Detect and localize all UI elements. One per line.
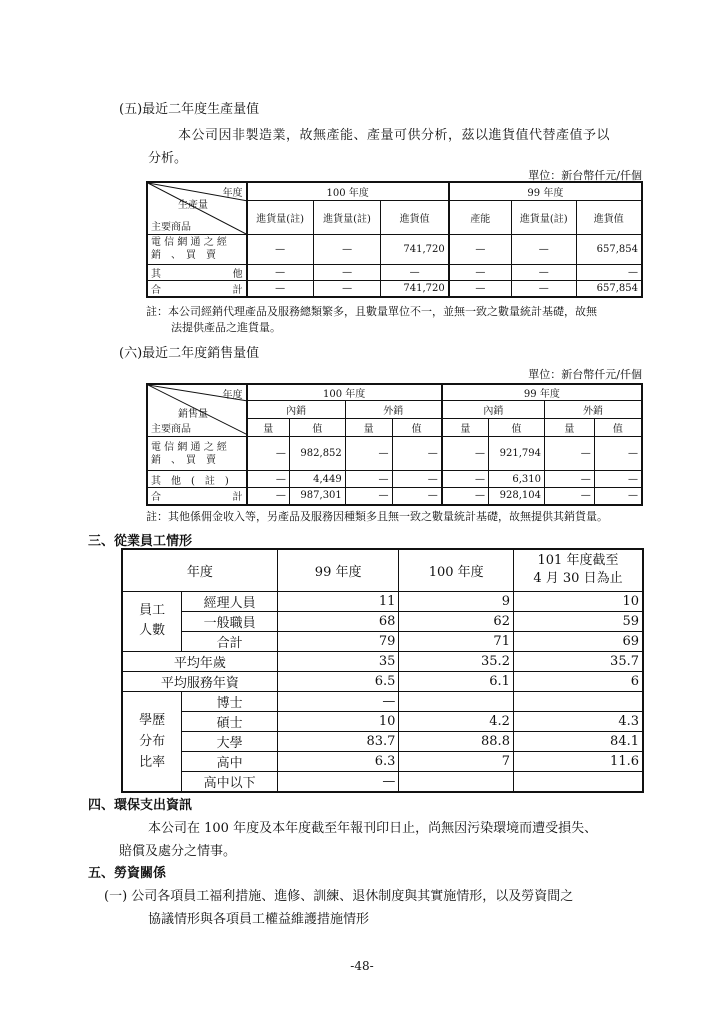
table-row: [122, 711, 643, 731]
header-qty: 量: [544, 419, 594, 437]
corner-year: 年度: [222, 188, 243, 199]
table-row: [122, 731, 643, 751]
cell: 6.5: [277, 671, 399, 691]
cell: 35.7: [513, 651, 643, 671]
staff-label-line2: 人數: [139, 623, 166, 638]
cell: —: [511, 280, 576, 297]
row-label: 經理人員: [182, 591, 278, 611]
production-note-line1: 註：本公司經銷代理產品及服務總類繁多，且數量單位不一，並無一致之數量統計基礎，故無: [146, 305, 597, 318]
table-row: [122, 771, 643, 792]
cell: —: [594, 488, 642, 505]
table-row: [147, 280, 642, 297]
col-header: 進貨量(註): [247, 200, 314, 234]
row-label-left: 其: [151, 268, 161, 280]
employee-table: [121, 548, 644, 793]
cell: —: [247, 264, 314, 280]
section-5b-item-line2: 協議情形與各項員工權益維護措施情形: [148, 912, 370, 927]
table-row: [122, 671, 643, 691]
cell: —: [594, 471, 642, 488]
staff-group-label: [122, 591, 182, 651]
header-99: 99 年度: [277, 549, 399, 591]
row-label: 其 他 ( 註 ): [147, 471, 247, 488]
cell: 35: [277, 651, 399, 671]
corner-item: 銷售量: [178, 409, 208, 420]
cell: 6: [513, 671, 643, 691]
cell: —: [511, 234, 576, 264]
cell: —: [442, 437, 489, 471]
cell: 741,720: [381, 234, 449, 264]
cell: 68: [277, 611, 399, 631]
edu-label-line2: 分布: [139, 733, 166, 749]
cell: —: [345, 437, 392, 471]
cell: 921,794: [489, 437, 545, 471]
header-val: 值: [594, 419, 642, 437]
cell: —: [277, 771, 399, 792]
cell: —: [345, 471, 392, 488]
cell: —: [449, 280, 512, 297]
cell: 11.6: [513, 751, 643, 771]
cell: 71: [399, 631, 514, 651]
cell: —: [247, 471, 290, 488]
cell: —: [313, 264, 381, 280]
header-val: 值: [392, 419, 442, 437]
section-5-title: (五)最近二年度生產量值: [119, 102, 260, 117]
col-header: 進貨量(註): [313, 200, 381, 234]
header-101-line2: 4 月 30 日為止: [533, 571, 623, 587]
row-label-right: 計: [232, 284, 243, 296]
table-row: [147, 488, 642, 505]
production-note-line2: 法提供產品之進貨量。: [171, 321, 281, 334]
table-row: [122, 651, 643, 671]
cell: [399, 771, 514, 792]
cell: —: [392, 471, 442, 488]
header-qty: 量: [345, 419, 392, 437]
cell: 928,104: [489, 488, 545, 505]
section-5b-title: 五、勞資關係: [88, 866, 167, 881]
cell: —: [313, 280, 381, 297]
row-label: [147, 234, 247, 264]
corner-product: 主要商品: [151, 424, 191, 435]
section-5-paragraph-line2: 分析。: [148, 151, 188, 166]
header-year: 年度: [122, 549, 277, 591]
corner-product: 主要商品: [151, 221, 191, 233]
row-label: 合計: [182, 631, 278, 651]
cell: 69: [513, 631, 643, 651]
col-header: 產能: [449, 200, 512, 234]
row-label-left: 合: [151, 492, 161, 504]
row-label: 碩士: [182, 711, 278, 731]
row-label: 平均年歲: [122, 651, 277, 671]
cell: [513, 691, 643, 711]
cell: —: [594, 437, 642, 471]
page-number: -48-: [350, 959, 374, 973]
cell: —: [277, 691, 399, 711]
table-row: [147, 437, 642, 471]
col-header: 進貨量(註): [511, 200, 576, 234]
cell: 9: [399, 591, 514, 611]
row-label-line1: 電 信 網 通 之 經: [151, 237, 227, 248]
section-5b-item-line1: (一) 公司各項員工福利措施、進修、訓練、退休制度與其實施情形，以及勞資間之: [104, 889, 574, 904]
section-6-unit: 單位：新台幣仟元/仟個: [528, 368, 642, 381]
production-corner-cell: [147, 182, 247, 234]
header-year-99: 99 年度: [449, 182, 642, 200]
row-label: [147, 437, 247, 471]
row-label-line1: 電 信 網 通 之 經: [151, 441, 227, 453]
header-year-100: 100 年度: [247, 182, 449, 200]
header-export: 外銷: [544, 401, 642, 419]
header-val: 值: [489, 419, 545, 437]
cell: —: [247, 437, 290, 471]
cell: —: [392, 488, 442, 505]
sales-table: [146, 383, 643, 506]
cell: —: [544, 437, 594, 471]
section-4-paragraph-line2: 賠償及處分之情事。: [119, 844, 237, 859]
section-4-title: 四、環保支出資訊: [88, 798, 193, 813]
table-row: [122, 691, 643, 711]
row-label: 平均服務年資: [122, 671, 277, 691]
cell: 741,720: [381, 280, 449, 297]
cell: —: [544, 488, 594, 505]
header-qty: 量: [247, 419, 290, 437]
header-year-99: 99 年度: [442, 384, 642, 401]
section-6-title: (六)最近二年度銷售量值: [119, 346, 260, 361]
cell: 10: [277, 711, 399, 731]
row-label-left: 合: [151, 284, 161, 296]
cell: 62: [399, 611, 514, 631]
cell: —: [449, 234, 512, 264]
staff-label-line1: 員工: [139, 603, 166, 618]
row-label: [147, 264, 247, 280]
row-label-right: 計: [232, 492, 243, 504]
corner-item: 生產量: [178, 200, 208, 211]
cell: —: [313, 234, 381, 264]
header-export: 外銷: [345, 401, 441, 419]
cell: 6.3: [277, 751, 399, 771]
col-header: 進貨值: [576, 200, 642, 234]
header-100: 100 年度: [399, 549, 514, 591]
header-101: [513, 549, 643, 591]
cell: —: [576, 264, 642, 280]
header-domestic: 內銷: [442, 401, 545, 419]
cell: 83.7: [277, 731, 399, 751]
table-row: [147, 471, 642, 488]
cell: [399, 691, 514, 711]
corner-year: 年度: [222, 390, 243, 401]
cell: 4.2: [399, 711, 514, 731]
cell: —: [247, 280, 314, 297]
section-3-title: 三、從業員工情形: [88, 534, 193, 549]
row-label-line2: 銷 、 買 賣: [151, 454, 216, 466]
cell: —: [544, 471, 594, 488]
cell: 657,854: [576, 280, 642, 297]
row-label: 大學: [182, 731, 278, 751]
row-label: [147, 488, 247, 505]
row-label: 高中以下: [182, 771, 278, 792]
sales-note: 註：其他係佣金收入等，另產品及服務因種類多且無一致之數量統計基礎，故無提供其銷貨量。: [146, 510, 608, 523]
row-label: 博士: [182, 691, 278, 711]
cell: 4,449: [289, 471, 345, 488]
section-5-paragraph-line1: 本公司因非製造業，故無產能、產量可供分析，茲以進貨值代替產值予以: [178, 128, 611, 143]
header-year-100: 100 年度: [247, 384, 442, 401]
cell: 6.1: [399, 671, 514, 691]
cell: —: [442, 488, 489, 505]
sales-corner-cell: [147, 384, 247, 437]
cell: 6,310: [489, 471, 545, 488]
header-domestic: 內銷: [247, 401, 346, 419]
header-val: 值: [289, 419, 345, 437]
cell: —: [449, 264, 512, 280]
section-4-paragraph-line1: 本公司在 100 年度及本年度截至年報刊印日止，尚無因污染環境而遭受損失、: [148, 821, 598, 836]
table-row: [147, 264, 642, 280]
cell: 88.8: [399, 731, 514, 751]
cell: 35.2: [399, 651, 514, 671]
cell: —: [247, 234, 314, 264]
cell: 79: [277, 631, 399, 651]
row-label: 高中: [182, 751, 278, 771]
table-row: [122, 751, 643, 771]
table-row: [122, 611, 643, 631]
row-label: [147, 280, 247, 297]
cell: 982,852: [289, 437, 345, 471]
row-label-right: 他: [232, 268, 243, 280]
col-header: 進貨值: [381, 200, 449, 234]
cell: 7: [399, 751, 514, 771]
production-table: [146, 181, 643, 298]
cell: 4.3: [513, 711, 643, 731]
cell: —: [381, 264, 449, 280]
edu-label-line1: 學歷: [139, 712, 166, 728]
cell: 84.1: [513, 731, 643, 751]
cell: —: [345, 488, 392, 505]
cell: 657,854: [576, 234, 642, 264]
header-qty: 量: [442, 419, 489, 437]
table-row: [122, 631, 643, 651]
section-5-unit: 單位：新台幣仟元/仟個: [528, 169, 642, 182]
cell: 987,301: [289, 488, 345, 505]
table-row: [122, 591, 643, 611]
row-label: 一般職員: [182, 611, 278, 631]
cell: 11: [277, 591, 399, 611]
education-group-label: [122, 691, 182, 792]
edu-label-line3: 比率: [139, 754, 166, 770]
cell: —: [442, 471, 489, 488]
cell: —: [247, 488, 290, 505]
cell: 59: [513, 611, 643, 631]
cell: [513, 771, 643, 792]
header-101-line1: 101 年度截至: [537, 553, 619, 569]
row-label-line2: 銷 、 買 賣: [151, 250, 216, 261]
cell: —: [392, 437, 442, 471]
cell: —: [511, 264, 576, 280]
table-row: [147, 234, 642, 264]
cell: 10: [513, 591, 643, 611]
